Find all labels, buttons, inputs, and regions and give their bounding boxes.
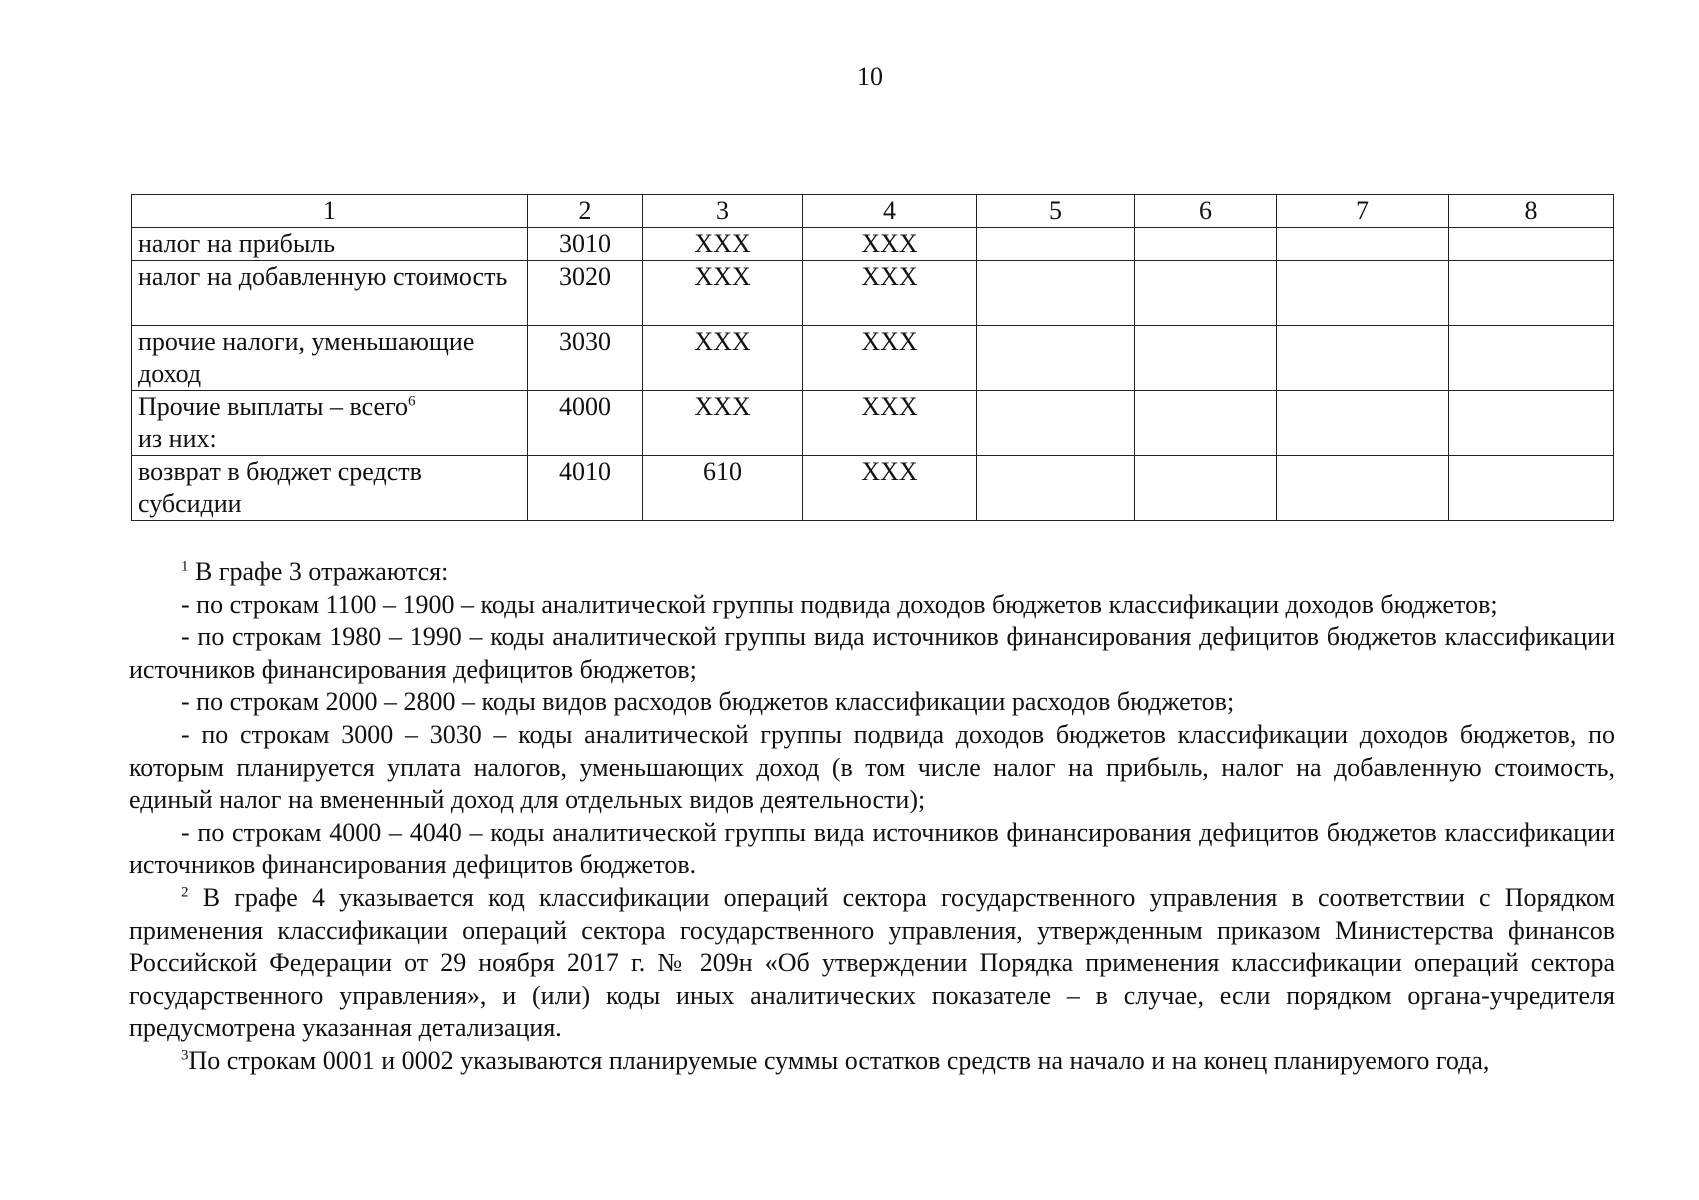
row-col8 (1449, 391, 1614, 456)
footnote-1-item: - по строкам 3000 – 3030 – коды аналитической группы подвида доходов бюджетов классификации доходов бюджетов, по которым планируется уплата налогов, уменьшающих доход (в том числе налог на прибыль, налог на добавленную стоимость, единый налог на вмененный доход для отдельных видов деятельности); (129, 719, 1615, 815)
row-col4: ХХХ (803, 261, 977, 326)
row-col3: ХХХ (643, 228, 803, 261)
row-col6 (1135, 228, 1277, 261)
footnote-ref: 6 (408, 393, 416, 410)
header-cell: 7 (1277, 195, 1449, 228)
footnote-2 (129, 882, 1615, 1045)
footnote-marker: 3 (181, 1047, 189, 1064)
footnote-1-item: - по строкам 1100 – 1900 – коды аналитической группы подвида доходов бюджетов классификации доходов бюджетов; (181, 589, 1498, 619)
row-col4: ХХХ (803, 228, 977, 261)
page-number: 10 (857, 62, 883, 91)
footnotes (129, 556, 1615, 1078)
footnote-1-item: - по строкам 1980 – 1990 – коды аналитической группы вида источников финансирования дефицитов бюджетов классификации источников финансирования дефицитов бюджетов; (129, 622, 1615, 684)
row-col7 (1277, 228, 1449, 261)
table-row (132, 391, 1614, 456)
table-row (132, 456, 1614, 521)
header-cell: 5 (977, 195, 1135, 228)
row-col6 (1135, 456, 1277, 521)
row-code: 3010 (528, 228, 643, 261)
row-col4: ХХХ (803, 391, 977, 456)
row-col7 (1277, 391, 1449, 456)
footnote-text: По строкам 0001 и 0002 указываются планируемые суммы остатков средств на начало и на конец планируемого года, (188, 1045, 1490, 1075)
row-col6 (1135, 326, 1277, 391)
table-row (132, 228, 1614, 261)
row-col4: ХХХ (803, 456, 977, 521)
row-name: прочие налоги, уменьшающие доход (132, 326, 528, 391)
row-col8 (1449, 326, 1614, 391)
row-col6 (1135, 261, 1277, 326)
header-cell: 2 (528, 195, 643, 228)
row-col5 (977, 228, 1135, 261)
footnote-marker: 1 (181, 558, 189, 575)
row-col5 (977, 261, 1135, 326)
header-cell: 1 (132, 195, 528, 228)
row-name: возврат в бюджет средств субсидии (132, 456, 528, 521)
row-col7 (1277, 326, 1449, 391)
row-name: налог на прибыль (132, 228, 528, 261)
table-header-row (132, 195, 1614, 228)
header-cell: 4 (803, 195, 977, 228)
row-col4: ХХХ (803, 326, 977, 391)
row-col5 (977, 326, 1135, 391)
footnote-1-intro (129, 556, 1615, 589)
row-col3: ХХХ (643, 391, 803, 456)
row-col8 (1449, 228, 1614, 261)
row-col5 (977, 391, 1135, 456)
row-name-cell (132, 391, 528, 456)
footnote-marker: 2 (181, 884, 189, 901)
header-cell: 6 (1135, 195, 1277, 228)
row-col3: ХХХ (643, 326, 803, 391)
row-code: 4010 (528, 456, 643, 521)
row-col8 (1449, 261, 1614, 326)
table-row (132, 261, 1614, 326)
row-col8 (1449, 456, 1614, 521)
row-code: 3030 (528, 326, 643, 391)
row-name-sub: из них: (138, 424, 217, 453)
footnote-text: В графе 3 отражаются: (195, 557, 449, 586)
footnote-3 (129, 1045, 1615, 1078)
row-col7 (1277, 456, 1449, 521)
row-col7 (1277, 261, 1449, 326)
row-col3: 610 (643, 456, 803, 521)
header-cell: 3 (643, 195, 803, 228)
footnote-1-item: - по строкам 4000 – 4040 – коды аналитической группы вида источников финансирования дефицитов бюджетов классификации источников финансирования дефицитов бюджетов. (129, 817, 1615, 880)
row-name: Прочие выплаты – всего (138, 392, 409, 421)
row-code: 3020 (528, 261, 643, 326)
row-col3: ХХХ (643, 261, 803, 326)
table-row (132, 326, 1614, 391)
footnote-1-item: - по строкам 2000 – 2800 – коды видов расходов бюджетов классификации расходов бюджетов; (181, 687, 1235, 717)
row-code: 4000 (528, 391, 643, 456)
row-col5 (977, 456, 1135, 521)
footnote-text: В графе 4 указывается код классификации операций сектора государственного управления в соответствии с Порядком применения классификации операций сектора государственного управления, утвержденным приказом Министерства финансов Российской Федерации от 29 ноября 2017 г. № 209н «Об утверждении Порядка применения классификации операций сектора государственного управления», и (или) коды иных аналитических показателе – в случае, если порядком органа-учредителя предусмотрена указанная детализация. (129, 882, 1616, 1043)
header-cell: 8 (1449, 195, 1614, 228)
row-name: налог на добавленную стоимость (132, 261, 528, 326)
row-col6 (1135, 391, 1277, 456)
financial-table (131, 194, 1614, 521)
